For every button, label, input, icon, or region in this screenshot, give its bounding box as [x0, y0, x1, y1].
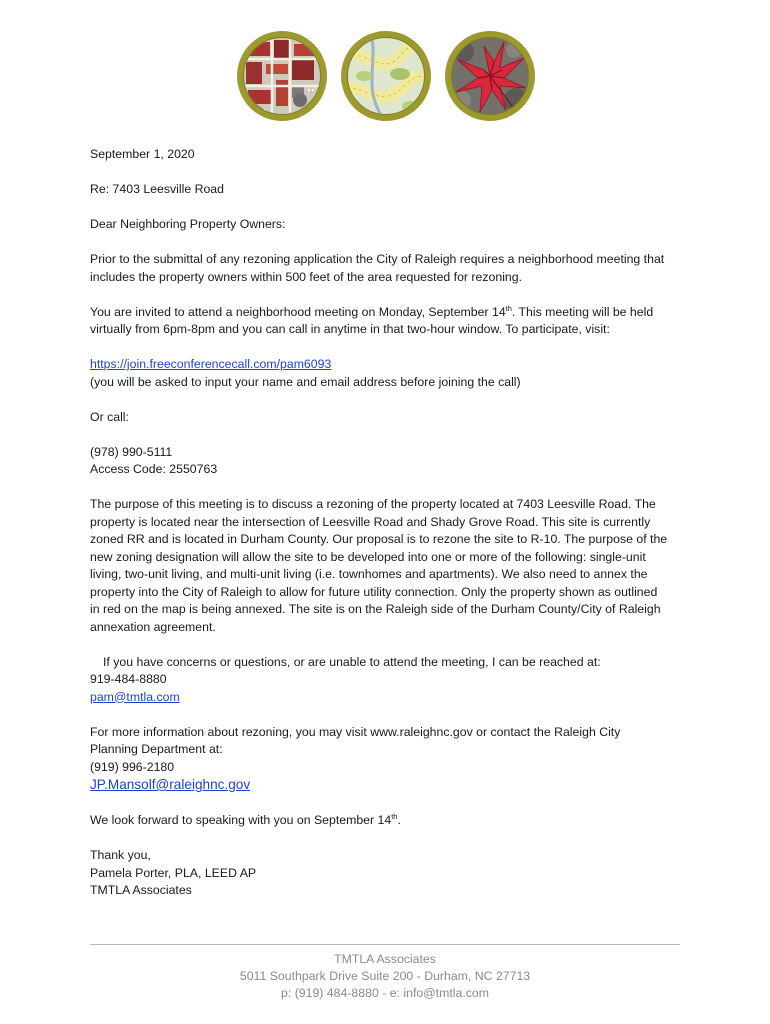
access-code: Access Code: 2550763: [90, 462, 218, 476]
urban-plan-icon: [236, 30, 328, 122]
paragraph-prior: Prior to the submittal of any rezoning application the City of Raleigh requires a neighborhood meeting that includes the property owners within 500 feet of the area requested for rezoning.: [90, 252, 665, 284]
signer-company: TMTLA Associates: [90, 883, 192, 897]
city-email-link[interactable]: JP.Mansolf@raleighnc.gov: [90, 777, 251, 792]
signoff: Thank you,: [90, 848, 151, 862]
contact-email-link[interactable]: pam@tmtla.com: [90, 689, 180, 704]
leaf-icon: [444, 30, 536, 122]
paragraph-purpose: The purpose of this meeting is to discuss a rezoning of the property located at 7403 Leesville Road. The property is located near the intersection of Leesville Road and Shady Grove Road. This site is currently zoned RR and is located in Durham County. Our proposal is to rezone the site to R-10. The purpose of the new zoning designation will allow the site to be developed into one or more of the following: single-unit living, two-unit living, and multi-unit living (i.e. townhomes and apartments). We also need to annex the property into the City of Raleigh to allow for future utility connection. Only the property shown as outlined in red on the map is being annexed. The site is on the Raleigh side of the Durham County/City of Raleigh annexation agreement.: [90, 497, 668, 634]
paragraph-closing: [90, 812, 670, 830]
invite-superscript: th: [505, 303, 512, 313]
invite-text: You are invited to attend a neighborhood meeting on Monday, September 14: [90, 304, 506, 319]
closing-superscript: th: [391, 811, 398, 821]
city-phone: (919) 996-2180: [90, 759, 175, 774]
link-note: (you will be asked to input your name and email address before joining the call): [90, 374, 521, 389]
meeting-link[interactable]: https://join.freeconferencecall.com/pam6093: [90, 357, 332, 371]
footer-company: TMTLA Associates: [334, 952, 436, 966]
or-call: Or call:: [90, 409, 129, 424]
re-line: Re: 7403 Leesville Road: [90, 182, 224, 196]
paragraph-more-info: For more information about rezoning, you may visit www.raleighnc.gov or contact the Raleigh City Planning Department at:: [90, 724, 621, 756]
letter-date: September 1, 2020: [90, 147, 195, 161]
contact-phone: 919-484-8880: [90, 672, 167, 686]
red-leaf-logo: [444, 30, 536, 122]
subdivision-plan-icon: [340, 30, 432, 122]
logo-row: [236, 30, 536, 124]
salutation: Dear Neighboring Property Owners:: [90, 217, 286, 231]
footer-address: 5011 Southpark Drive Suite 200 - Durham, NC 27713: [239, 969, 531, 983]
paragraph-invite: [90, 304, 670, 339]
footer-contact: p: (919) 484-8880 - e: info@tmtla.com: [281, 986, 489, 1000]
footer-divider: [90, 944, 680, 945]
letterhead-footer: [90, 951, 680, 1002]
dial-in-phone: (978) 990-5111: [90, 444, 173, 459]
subdivision-plan-logo: [340, 30, 432, 122]
closing-text: We look forward to speaking with you on September 14: [90, 813, 392, 827]
paragraph-concerns: If you have concerns or questions, or are unable to attend the meeting, I can be reached at:: [103, 654, 601, 669]
closing-period: .: [397, 813, 401, 827]
urban-site-plan-logo: [236, 30, 328, 122]
invite-text-continued: . This meeting will be held virtually from 6pm-8pm and you can call in anytime in that two-hour window. To participate, visit:: [90, 304, 654, 336]
signer-name: Pamela Porter, PLA, LEED AP: [90, 865, 257, 880]
letter-body: [90, 146, 670, 900]
